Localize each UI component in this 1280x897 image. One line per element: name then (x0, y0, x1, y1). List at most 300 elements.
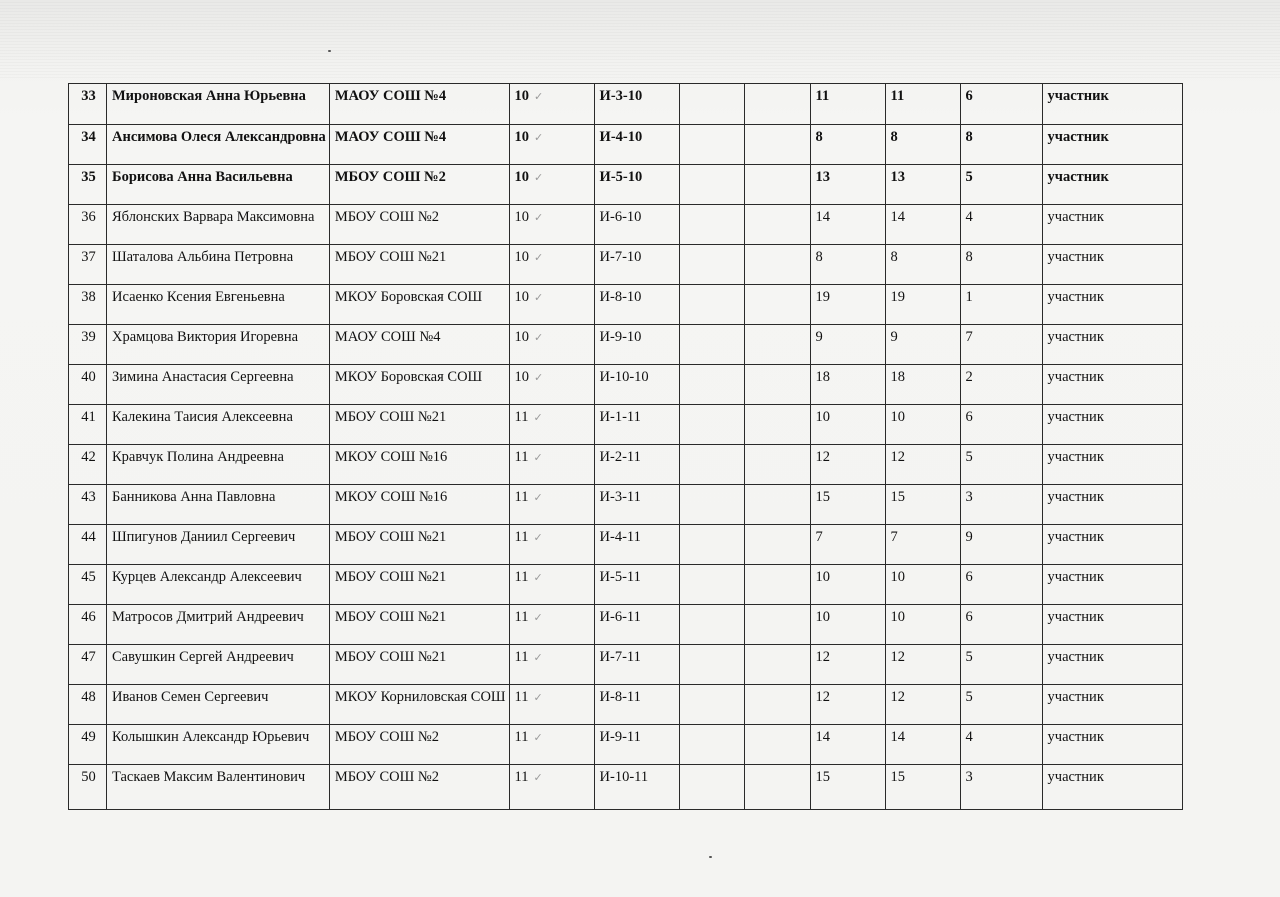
status-cell (1042, 565, 1182, 605)
score-cell (810, 525, 885, 565)
table-row (69, 365, 1183, 405)
participant-name-cell-text: Кравчук Полина Андреевна (112, 449, 284, 465)
score-cell (810, 405, 885, 445)
score-cell-text: 10 (815, 609, 831, 625)
table-row (69, 525, 1183, 565)
code-cell-text: И-5-10 (599, 169, 643, 185)
place-cell (960, 405, 1042, 445)
participant-name-cell-text: Исаенко Ксения Евгеньевна (112, 289, 285, 305)
empty-cell (744, 245, 810, 285)
grade-cell (509, 84, 594, 125)
empty-cell (744, 765, 810, 810)
row-number-cell (69, 645, 107, 685)
participant-name-cell (107, 205, 330, 245)
results-table (68, 83, 1183, 810)
place-cell-text: 5 (965, 449, 973, 465)
grade-cell (509, 125, 594, 165)
school-cell-text: МБОУ СОШ №2 (334, 769, 439, 785)
status-cell (1042, 245, 1182, 285)
place-cell (960, 285, 1042, 325)
code-cell (594, 765, 679, 810)
participant-name-cell-text: Яблонских Варвара Максимовна (112, 209, 315, 225)
score-cell-text: 12 (815, 449, 831, 465)
school-cell (329, 325, 509, 365)
score-cell-text: 12 (815, 649, 831, 665)
school-cell (329, 285, 509, 325)
empty-cell (744, 525, 810, 565)
table-row (69, 685, 1183, 725)
grade-cell (509, 765, 594, 810)
school-cell-text: МАОУ СОШ №4 (334, 88, 447, 104)
score-cell-text: 8 (815, 129, 823, 145)
score-cell (810, 445, 885, 485)
school-cell-text: МБОУ СОШ №21 (334, 249, 447, 265)
grade-cell (509, 645, 594, 685)
score-cell (810, 325, 885, 365)
place-cell-text: 8 (965, 129, 973, 145)
status-cell (1042, 685, 1182, 725)
total-score-cell-text: 8 (890, 249, 898, 265)
row-number-cell (69, 525, 107, 565)
participant-name-cell-text: Курцев Александр Алексеевич (112, 569, 302, 585)
score-cell (810, 725, 885, 765)
check-mark-icon: ✓ (533, 532, 543, 544)
code-cell (594, 205, 679, 245)
check-mark-icon: ✓ (534, 132, 544, 144)
status-cell (1042, 125, 1182, 165)
school-cell (329, 245, 509, 285)
school-cell-text: МКОУ Корниловская СОШ (334, 689, 506, 705)
check-mark-icon: ✓ (533, 772, 543, 784)
row-number-cell-text: 45 (81, 569, 96, 585)
status-cell (1042, 165, 1182, 205)
place-cell (960, 725, 1042, 765)
code-cell-text: И-6-10 (599, 209, 642, 225)
score-cell (810, 605, 885, 645)
participant-name-cell-text: Мироновская Анна Юрьевна (112, 88, 306, 104)
total-score-cell (885, 725, 960, 765)
score-cell-text: 15 (815, 489, 831, 505)
score-cell (810, 165, 885, 205)
status-cell (1042, 84, 1182, 125)
participant-name-cell-text: Савушкин Сергей Андреевич (112, 649, 294, 665)
status-cell (1042, 485, 1182, 525)
row-number-cell-text: 50 (81, 769, 96, 785)
row-number-cell-text: 42 (81, 449, 96, 465)
score-cell-text: 10 (815, 569, 831, 585)
total-score-cell (885, 565, 960, 605)
empty-cell (744, 84, 810, 125)
place-cell-text: 9 (965, 529, 973, 545)
participant-name-cell (107, 325, 330, 365)
total-score-cell-text: 15 (890, 769, 906, 785)
participant-name-cell-text: Колышкин Александр Юрьевич (112, 729, 310, 745)
table-row (69, 245, 1183, 285)
status-cell (1042, 645, 1182, 685)
grade-cell (509, 565, 594, 605)
code-cell-text: И-10-10 (599, 369, 649, 385)
check-mark-icon: ✓ (533, 612, 543, 624)
participant-name-cell (107, 765, 330, 810)
total-score-cell-text: 7 (890, 529, 898, 545)
score-cell (810, 485, 885, 525)
table-row (69, 605, 1183, 645)
check-mark-icon: ✓ (533, 412, 543, 424)
code-cell-text: И-5-11 (599, 569, 641, 585)
check-mark-icon: ✓ (533, 652, 543, 664)
grade-cell (509, 245, 594, 285)
code-cell (594, 325, 679, 365)
check-mark-icon: ✓ (533, 572, 543, 584)
total-score-cell (885, 245, 960, 285)
code-cell-text: И-3-11 (599, 489, 641, 505)
grade-cell-text: 10 (514, 169, 530, 185)
code-cell (594, 445, 679, 485)
status-cell-text: участник (1047, 209, 1104, 225)
code-cell (594, 485, 679, 525)
status-cell-text: участник (1047, 529, 1104, 545)
check-mark-icon: ✓ (534, 372, 544, 384)
total-score-cell (885, 84, 960, 125)
grade-cell-text: 11 (514, 529, 529, 545)
place-cell-text: 8 (965, 249, 973, 265)
grade-cell (509, 365, 594, 405)
row-number-cell (69, 725, 107, 765)
participant-name-cell (107, 245, 330, 285)
empty-cell (679, 125, 744, 165)
row-number-cell (69, 165, 107, 205)
check-mark-icon: ✓ (533, 732, 543, 744)
score-cell-text: 19 (815, 289, 831, 305)
grade-cell-text: 10 (514, 249, 530, 265)
place-cell (960, 245, 1042, 285)
total-score-cell (885, 485, 960, 525)
place-cell-text: 3 (965, 769, 973, 785)
table-row (69, 125, 1183, 165)
code-cell-text: И-10-11 (599, 769, 649, 785)
grade-cell (509, 525, 594, 565)
check-mark-icon: ✓ (534, 332, 544, 344)
school-cell-text: МКОУ СОШ №16 (334, 449, 448, 465)
school-cell (329, 685, 509, 725)
code-cell-text: И-7-11 (599, 649, 641, 665)
check-mark-icon: ✓ (534, 91, 544, 103)
empty-cell (679, 445, 744, 485)
check-mark-icon: ✓ (534, 292, 544, 304)
place-cell (960, 84, 1042, 125)
grade-cell (509, 445, 594, 485)
participant-name-cell (107, 685, 330, 725)
code-cell (594, 685, 679, 725)
total-score-cell-text: 10 (890, 609, 906, 625)
check-mark-icon: ✓ (533, 452, 543, 464)
participant-name-cell-text: Банникова Анна Павловна (112, 489, 276, 505)
score-cell (810, 205, 885, 245)
grade-cell (509, 605, 594, 645)
participant-name-cell-text: Таскаев Максим Валентинович (112, 769, 306, 785)
place-cell (960, 645, 1042, 685)
code-cell-text: И-7-10 (599, 249, 642, 265)
score-cell (810, 365, 885, 405)
table-row (69, 565, 1183, 605)
total-score-cell-text: 11 (890, 88, 905, 104)
row-number-cell (69, 325, 107, 365)
status-cell (1042, 605, 1182, 645)
empty-cell (679, 365, 744, 405)
row-number-cell-text: 36 (81, 209, 96, 225)
status-cell (1042, 445, 1182, 485)
code-cell (594, 125, 679, 165)
row-number-cell-text: 48 (81, 689, 96, 705)
scan-noise-band (0, 0, 1280, 78)
total-score-cell-text: 12 (890, 649, 906, 665)
code-cell-text: И-4-11 (599, 529, 641, 545)
grade-cell-text: 11 (514, 729, 529, 745)
empty-cell (744, 685, 810, 725)
check-mark-icon: ✓ (534, 172, 544, 184)
school-cell-text: МКОУ СОШ №16 (334, 489, 448, 505)
place-cell-text: 4 (965, 729, 973, 745)
status-cell-text: участник (1047, 449, 1104, 465)
school-cell-text: МБОУ СОШ №21 (334, 649, 447, 665)
school-cell (329, 445, 509, 485)
status-cell-text: участник (1047, 769, 1104, 785)
table-row (69, 405, 1183, 445)
code-cell (594, 245, 679, 285)
participant-name-cell (107, 405, 330, 445)
total-score-cell-text: 15 (890, 489, 906, 505)
total-score-cell (885, 205, 960, 245)
grade-cell-text: 11 (514, 609, 529, 625)
empty-cell (679, 725, 744, 765)
place-cell-text: 6 (965, 88, 973, 104)
status-cell (1042, 205, 1182, 245)
code-cell (594, 365, 679, 405)
school-cell (329, 165, 509, 205)
row-number-cell-text: 41 (81, 409, 96, 425)
school-cell-text: МБОУ СОШ №2 (334, 729, 439, 745)
total-score-cell-text: 18 (890, 369, 906, 385)
row-number-cell-text: 46 (81, 609, 96, 625)
code-cell-text: И-8-10 (599, 289, 642, 305)
place-cell-text: 6 (965, 569, 973, 585)
table-row (69, 485, 1183, 525)
status-cell-text: участник (1047, 129, 1109, 145)
status-cell (1042, 525, 1182, 565)
total-score-cell-text: 12 (890, 689, 906, 705)
row-number-cell (69, 605, 107, 645)
grade-cell-text: 11 (514, 649, 529, 665)
place-cell (960, 525, 1042, 565)
total-score-cell (885, 685, 960, 725)
score-cell-text: 7 (815, 529, 823, 545)
empty-cell (679, 605, 744, 645)
row-number-cell (69, 205, 107, 245)
participant-name-cell-text: Иванов Семен Сергеевич (112, 689, 269, 705)
score-cell (810, 685, 885, 725)
school-cell (329, 365, 509, 405)
empty-cell (679, 245, 744, 285)
row-number-cell (69, 445, 107, 485)
grade-cell-text: 11 (514, 409, 529, 425)
row-number-cell (69, 405, 107, 445)
school-cell (329, 765, 509, 810)
code-cell (594, 405, 679, 445)
total-score-cell-text: 9 (890, 329, 898, 345)
place-cell-text: 5 (965, 169, 973, 185)
empty-cell (679, 645, 744, 685)
empty-cell (744, 285, 810, 325)
status-cell-text: участник (1047, 329, 1104, 345)
total-score-cell (885, 365, 960, 405)
score-cell-text: 18 (815, 369, 831, 385)
grade-cell-text: 11 (514, 489, 529, 505)
school-cell (329, 84, 509, 125)
row-number-cell-text: 49 (81, 729, 96, 745)
total-score-cell (885, 325, 960, 365)
code-cell (594, 84, 679, 125)
score-cell-text: 14 (815, 209, 831, 225)
school-cell (329, 645, 509, 685)
total-score-cell (885, 645, 960, 685)
total-score-cell (885, 285, 960, 325)
place-cell (960, 565, 1042, 605)
participant-name-cell-text: Храмцова Виктория Игоревна (112, 329, 299, 345)
empty-cell (744, 645, 810, 685)
school-cell (329, 605, 509, 645)
code-cell-text: И-6-11 (599, 609, 641, 625)
check-mark-icon: ✓ (533, 492, 543, 504)
score-cell (810, 285, 885, 325)
row-number-cell (69, 565, 107, 605)
school-cell-text: МКОУ Боровская СОШ (334, 369, 483, 385)
empty-cell (744, 205, 810, 245)
status-cell-text: участник (1047, 169, 1109, 185)
score-cell-text: 12 (815, 689, 831, 705)
school-cell (329, 125, 509, 165)
score-cell-text: 13 (815, 169, 831, 185)
school-cell (329, 485, 509, 525)
scan-speck (328, 50, 331, 52)
grade-cell (509, 165, 594, 205)
total-score-cell (885, 525, 960, 565)
place-cell-text: 7 (965, 329, 973, 345)
table-row (69, 645, 1183, 685)
code-cell (594, 165, 679, 205)
school-cell-text: МАОУ СОШ №4 (334, 129, 447, 145)
school-cell-text: МБОУ СОШ №21 (334, 569, 447, 585)
row-number-cell-text: 37 (81, 249, 96, 265)
status-cell-text: участник (1047, 289, 1104, 305)
participant-name-cell-text: Шпигунов Даниил Сергеевич (112, 529, 296, 545)
score-cell-text: 14 (815, 729, 831, 745)
code-cell (594, 605, 679, 645)
score-cell (810, 645, 885, 685)
code-cell-text: И-4-10 (599, 129, 643, 145)
total-score-cell-text: 8 (890, 129, 898, 145)
status-cell (1042, 725, 1182, 765)
code-cell-text: И-8-11 (599, 689, 641, 705)
status-cell-text: участник (1047, 489, 1104, 505)
results-table-body (69, 84, 1183, 810)
row-number-cell-text: 40 (81, 369, 96, 385)
row-number-cell-text: 43 (81, 489, 96, 505)
total-score-cell (885, 765, 960, 810)
row-number-cell-text: 47 (81, 649, 96, 665)
place-cell (960, 365, 1042, 405)
empty-cell (679, 165, 744, 205)
school-cell (329, 205, 509, 245)
code-cell (594, 285, 679, 325)
table-row (69, 165, 1183, 205)
grade-cell-text: 11 (514, 769, 529, 785)
participant-name-cell (107, 525, 330, 565)
school-cell (329, 565, 509, 605)
place-cell-text: 4 (965, 209, 973, 225)
grade-cell-text: 10 (514, 129, 530, 145)
place-cell-text: 1 (965, 289, 973, 305)
participant-name-cell-text: Зимина Анастасия Сергеевна (112, 369, 294, 385)
participant-name-cell-text: Шаталова Альбина Петровна (112, 249, 294, 265)
total-score-cell-text: 14 (890, 729, 906, 745)
place-cell (960, 605, 1042, 645)
grade-cell-text: 11 (514, 689, 529, 705)
place-cell-text: 5 (965, 649, 973, 665)
check-mark-icon: ✓ (534, 212, 544, 224)
score-cell-text: 11 (815, 88, 830, 104)
score-cell (810, 84, 885, 125)
row-number-cell (69, 685, 107, 725)
place-cell-text: 6 (965, 609, 973, 625)
grade-cell-text: 10 (514, 329, 530, 345)
row-number-cell-text: 38 (81, 289, 96, 305)
participant-name-cell-text: Матросов Дмитрий Андреевич (112, 609, 304, 625)
status-cell-text: участник (1047, 729, 1104, 745)
grade-cell-text: 10 (514, 289, 530, 305)
status-cell (1042, 405, 1182, 445)
row-number-cell (69, 765, 107, 810)
check-mark-icon: ✓ (533, 692, 543, 704)
status-cell (1042, 285, 1182, 325)
empty-cell (744, 565, 810, 605)
score-cell (810, 125, 885, 165)
empty-cell (679, 685, 744, 725)
place-cell (960, 205, 1042, 245)
place-cell-text: 5 (965, 689, 973, 705)
table-row (69, 84, 1183, 125)
status-cell (1042, 325, 1182, 365)
status-cell-text: участник (1047, 609, 1104, 625)
participant-name-cell (107, 125, 330, 165)
code-cell (594, 565, 679, 605)
grade-cell (509, 685, 594, 725)
school-cell-text: МБОУ СОШ №21 (334, 529, 447, 545)
participant-name-cell (107, 285, 330, 325)
status-cell-text: участник (1047, 649, 1104, 665)
total-score-cell-text: 12 (890, 449, 906, 465)
row-number-cell (69, 485, 107, 525)
empty-cell (679, 285, 744, 325)
school-cell-text: МБОУ СОШ №2 (334, 209, 439, 225)
place-cell-text: 3 (965, 489, 973, 505)
participant-name-cell (107, 165, 330, 205)
grade-cell-text: 10 (514, 88, 530, 104)
empty-cell (744, 725, 810, 765)
code-cell (594, 725, 679, 765)
empty-cell (744, 365, 810, 405)
total-score-cell-text: 10 (890, 569, 906, 585)
code-cell (594, 645, 679, 685)
